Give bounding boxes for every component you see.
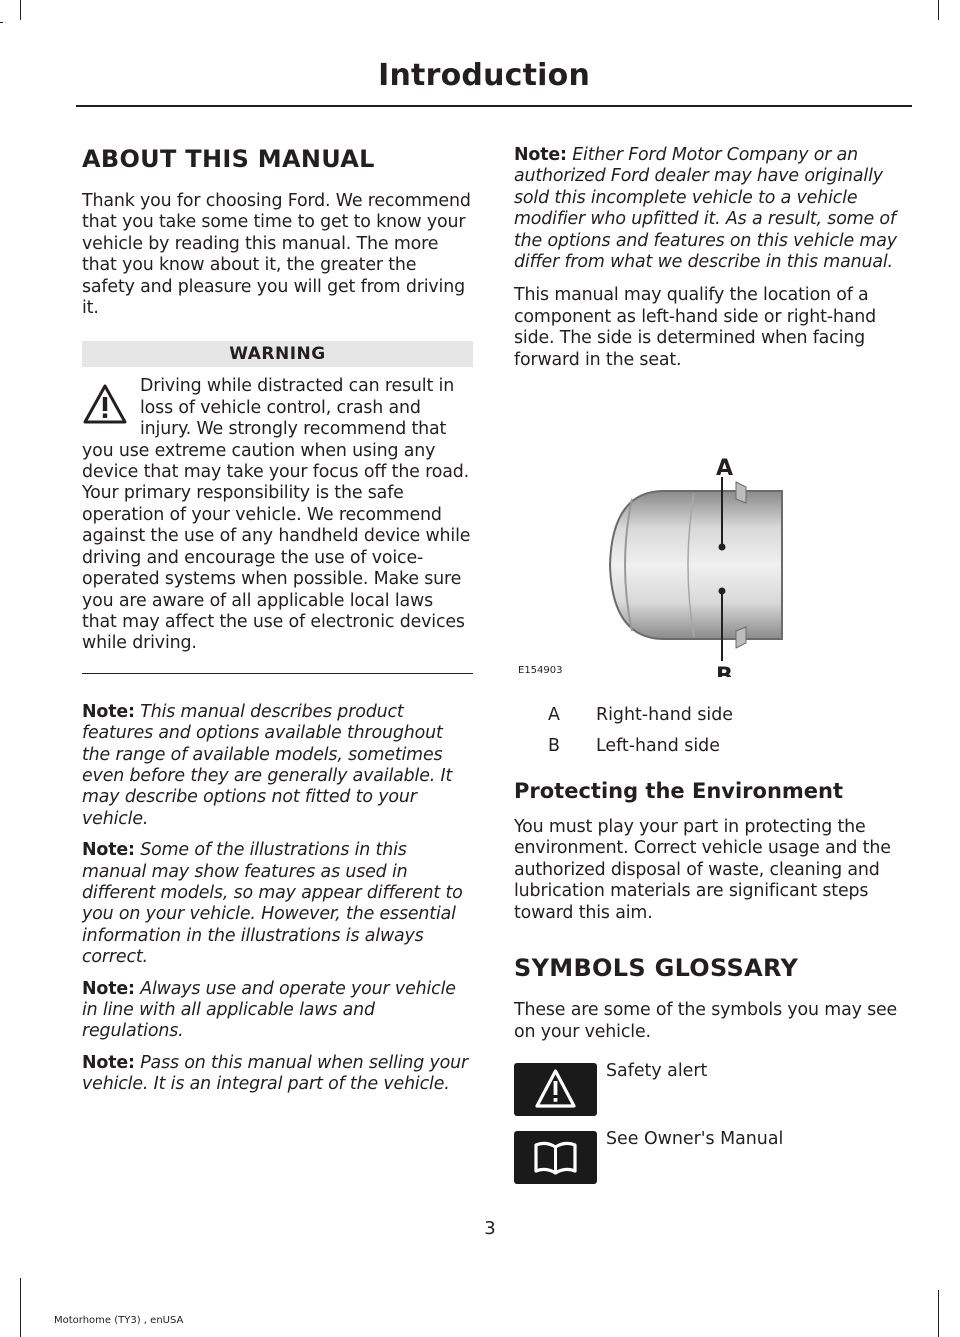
symbol-row <box>514 1060 905 1131</box>
legend-value: Right-hand side <box>596 705 733 726</box>
safety-alert-icon <box>514 1063 597 1116</box>
note-1 <box>82 702 473 830</box>
note-4 <box>82 1053 473 1096</box>
page-title: Introduction <box>378 58 590 93</box>
legend-key: B <box>548 736 560 757</box>
note-text: This manual describes product features and options available throughout the range of available models, sometimes even before they are generally available. It may describe options not fitted to your vehicle. <box>82 701 453 829</box>
header-divider <box>76 105 912 107</box>
side-text: This manual may qualify the location of a component as left-hand side or right-hand side. The side is determined when facing forward in the seat. <box>514 285 877 370</box>
crop-mark <box>938 0 939 20</box>
note-text: Pass on this manual when selling your vehicle. It is an integral part of the vehicle. <box>82 1052 469 1095</box>
legend-row <box>514 736 905 757</box>
warning-body <box>82 376 473 654</box>
owners-manual-icon <box>514 1131 597 1184</box>
warning-triangle-icon <box>82 382 128 428</box>
diagram-label-b: B <box>716 664 733 678</box>
symbol-label: Safety alert <box>606 1060 708 1081</box>
note-label: Note: <box>82 840 135 861</box>
legend-key: A <box>548 705 560 726</box>
note-upfitter <box>514 145 905 273</box>
vehicle-side-diagram <box>514 387 905 677</box>
symbol-label: See Owner's Manual <box>606 1128 784 1149</box>
footer-doc-info: Motorhome (TY3) , enUSA <box>54 1315 184 1326</box>
crop-mark <box>20 1278 21 1337</box>
right-column <box>514 145 905 1199</box>
diagram-label-a: A <box>716 456 734 482</box>
environment-text: You must play your part in protecting the environment. Correct vehicle usage and the authorized disposal of waste, cleaning and lubrication materials are significant steps toward this aim. <box>514 817 891 923</box>
warning-title: WARNING <box>82 341 473 367</box>
note-text: Either Ford Motor Company or an authorized Ford dealer may have originally sold this incomplete vehicle to a vehicle modifier who upfitted it. As a result, some of the options and features on this vehicle may differ from what we describe in this manual. <box>514 145 897 273</box>
left-column <box>82 145 473 1106</box>
note-text: Some of the illustrations in this manual may show features as used in different models, so may appear different to you on your vehicle. However, the essential information in the illustrations is always correct. <box>82 840 463 968</box>
note-label: Note: <box>82 978 135 999</box>
warning-text: Driving while distracted can result in loss of vehicle control, crash and injury. We strongly recommend that you use extreme caution when using any device that may take your focus off the road. Your primary responsibility is the safe operation of your vehicle. We recommend against the use of any handheld device while driving and encourage the use of voice-operated systems when possible. Make sure you are aware of all applicable local laws that may affect the use of electronic devices while driving. <box>82 376 471 654</box>
vehicle-top-view-illustration <box>514 387 905 677</box>
legend-value: Left-hand side <box>596 736 720 757</box>
environment-heading: Protecting the Environment <box>514 779 844 804</box>
glossary-intro: These are some of the symbols you may see on your vehicle. <box>514 1000 898 1042</box>
legend-row <box>514 705 905 726</box>
glossary-heading: SYMBOLS GLOSSARY <box>514 954 799 983</box>
crop-mark <box>20 0 21 20</box>
page-number: 3 <box>484 1218 496 1239</box>
crop-mark <box>938 1290 939 1337</box>
about-heading: ABOUT THIS MANUAL <box>82 145 375 173</box>
about-intro: Thank you for choosing Ford. We recommend that you take some time to get to know your vehicle by reading this manual. The more that you know about it, the greater the safety and pleasure you will get from driving it. <box>82 191 471 319</box>
figure-code: E154903 <box>518 665 563 677</box>
symbol-row <box>514 1128 905 1199</box>
warning-box <box>82 341 473 673</box>
note-label: Note: <box>514 145 567 165</box>
note-text: Always use and operate your vehicle in line with all applicable laws and regulations. <box>82 978 456 1042</box>
note-label: Note: <box>82 1052 135 1073</box>
note-3 <box>82 979 473 1043</box>
crop-mark <box>0 22 3 23</box>
note-2 <box>82 840 473 968</box>
note-label: Note: <box>82 701 135 722</box>
